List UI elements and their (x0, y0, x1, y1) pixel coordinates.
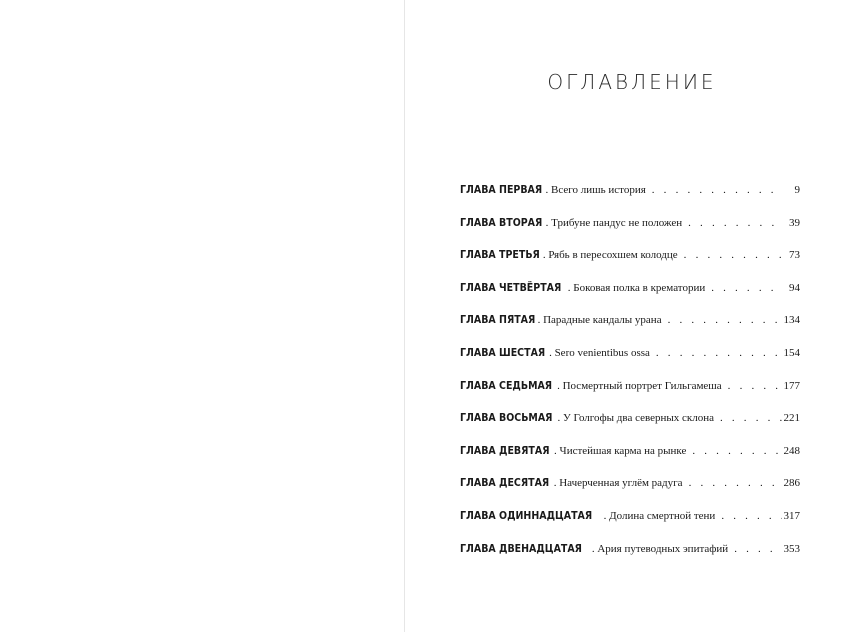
toc-entry[interactable] (460, 313, 800, 346)
chapter-label: ГЛАВА ЧЕТВЁРТАЯ (460, 280, 562, 294)
chapter-label: ГЛАВА ТРЕТЬЯ (460, 248, 540, 262)
page-number: 177 (783, 379, 800, 392)
page-number: 317 (783, 509, 800, 522)
chapter-title: . Трибуне пандус не положен (545, 216, 683, 229)
chapter-title: . Боковая полка в крематории (567, 281, 706, 294)
page-number: 286 (783, 477, 800, 490)
leader-dots (683, 477, 782, 489)
toc-list (460, 183, 800, 574)
toc-entry[interactable] (460, 379, 800, 412)
toc-entry[interactable] (460, 476, 800, 509)
leader-dots (714, 412, 782, 424)
page-number: 154 (783, 346, 800, 359)
chapter-title: . Ария путеводных эпитафий (591, 542, 729, 555)
leader-dots (678, 249, 782, 261)
toc-entry[interactable] (460, 444, 800, 477)
page-number: 9 (794, 184, 800, 196)
toc-heading: ОГЛАВЛЕНИЕ (547, 70, 717, 94)
page-number: 94 (789, 281, 800, 294)
chapter-label: ГЛАВА ОДИННАДЦАТАЯ (460, 508, 593, 522)
toc-entry[interactable] (460, 411, 800, 444)
toc-entry[interactable] (460, 281, 800, 314)
toc-entry[interactable] (460, 346, 800, 379)
leader-dots (728, 543, 782, 555)
chapter-label: ГЛАВА ДВЕНАДЦАТАЯ (460, 541, 582, 555)
chapter-label: ГЛАВА ВОСЬМАЯ (460, 411, 553, 425)
toc-entry[interactable] (460, 248, 800, 281)
leader-dots (646, 184, 782, 196)
chapter-label: ГЛАВА ШЕСТАЯ (460, 345, 546, 359)
toc-entry[interactable] (460, 509, 800, 542)
chapter-title: . Чистейшая карма на рынке (554, 444, 687, 457)
chapter-title: . Посмертный портрет Гильгамеша (557, 379, 722, 392)
right-page-toc (405, 0, 848, 632)
leader-dots (715, 510, 782, 522)
chapter-title: . Долина смертной тени (603, 509, 716, 522)
chapter-title: . Рябь в пересохшем колодце (542, 249, 678, 262)
chapter-title: . Начерченная углём радуга (553, 477, 683, 490)
page-number: 221 (783, 412, 800, 425)
leader-dots (662, 314, 782, 326)
chapter-label: ГЛАВА ДЕВЯТАЯ (460, 443, 550, 457)
page-number: 39 (789, 216, 800, 229)
left-page-blank (0, 0, 404, 632)
page-number: 134 (783, 314, 800, 327)
chapter-title: . Парадные кандалы урана (537, 314, 662, 327)
page-number: 73 (789, 249, 800, 262)
leader-dots (686, 445, 782, 457)
chapter-title: . Sero venientibus ossa (549, 346, 650, 359)
leader-dots (682, 217, 782, 229)
leader-dots (650, 347, 782, 359)
toc-entry[interactable] (460, 542, 800, 575)
page-number: 353 (783, 542, 800, 555)
toc-entry[interactable] (460, 216, 800, 249)
chapter-title: . Всего лишь история (545, 184, 646, 196)
chapter-label: ГЛАВА СЕДЬМАЯ (460, 378, 553, 392)
page-number: 248 (783, 444, 800, 457)
chapter-label: ГЛАВА ВТОРАЯ (460, 215, 543, 229)
chapter-label: ГЛАВА ПЕРВАЯ (460, 183, 543, 196)
chapter-label: ГЛАВА ДЕСЯТАЯ (460, 476, 550, 490)
leader-dots (722, 380, 782, 392)
leader-dots (705, 282, 782, 294)
chapter-title: . У Голгофы два северных склона (557, 412, 714, 425)
toc-entry[interactable] (460, 183, 800, 216)
chapter-label: ГЛАВА ПЯТАЯ (460, 313, 536, 327)
